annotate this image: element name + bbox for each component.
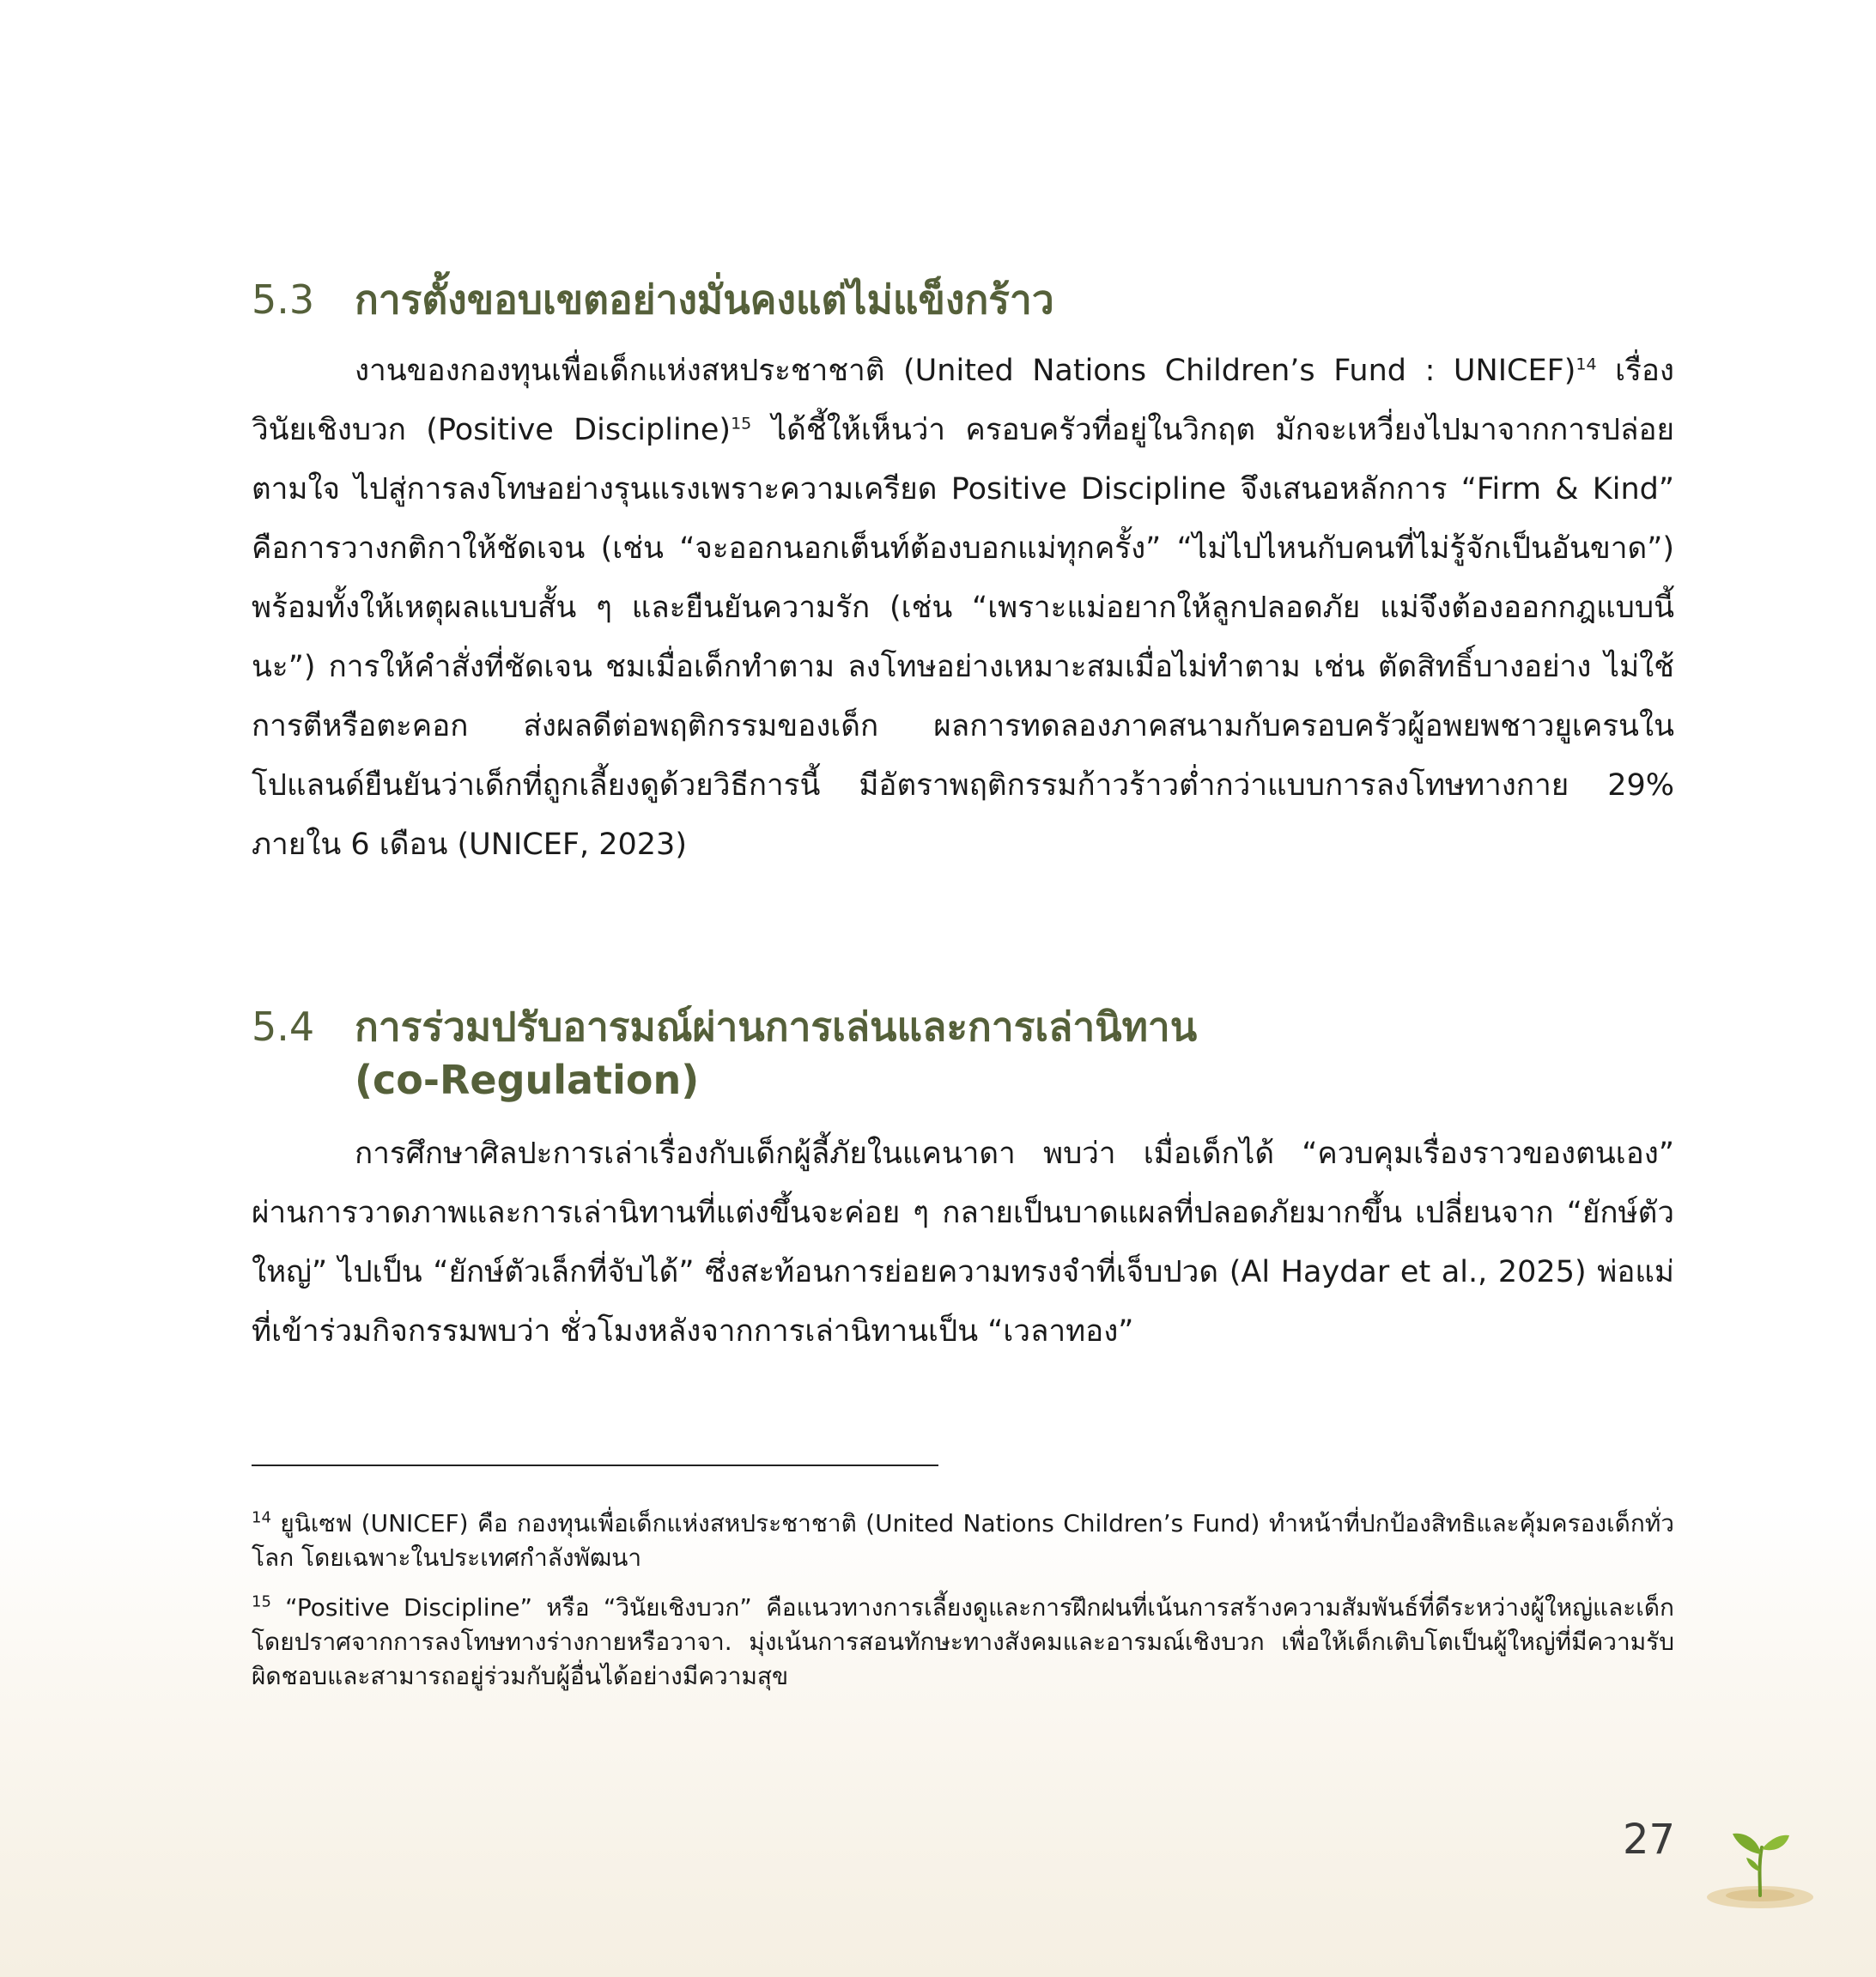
section-title: การร่วมปรับอารมณ์ผ่านการเล่นและการเล่านิทาน — [355, 1004, 1198, 1050]
section-5-4-paragraph — [252, 1125, 1674, 1361]
section-number: 5.4 — [252, 1004, 315, 1050]
footnote-number: 14 — [252, 1508, 271, 1527]
footnote-text: ยูนิเซฟ (UNICEF) คือ กองทุนเพื่อเด็กแห่งสหประชาชาติ (United Nations Children’s Fund) ทำหน้าที่ปกป้องสิทธิและคุ้มครองเด็กทั่วโลก โดยเฉพาะในประเทศกำลังพัฒนา — [252, 1509, 1674, 1572]
sprout-icon — [1700, 1811, 1820, 1914]
page-number: 27 — [1623, 1816, 1676, 1864]
footnote-ref-14: 14 — [1575, 355, 1597, 374]
paragraph-text: การศึกษาศิลปะการเล่าเรื่องกับเด็กผู้ลี้ภัยในแคนาดา พบว่า เมื่อเด็กได้ “ควบคุมเรื่องราวของตนเอง” ผ่านการวาดภาพและการเล่านิทานที่แต่งขึ้นจะค่อย ๆ กลายเป็นบาดแผลที่ปลอดภัยมากขึ้น เปลี่ยนจาก “ยักษ์ตัวใหญ่” ไปเป็น “ยักษ์ตัวเล็กที่จับได้” ซึ่งสะท้อนการย่อยความทรงจำที่เจ็บปวด (Al Haydar et al., 2025) พ่อแม่ที่เข้าร่วมกิจกรรมพบว่า ชั่วโมงหลังจากการเล่านิทานเป็น “เวลาทอง” — [252, 1137, 1674, 1349]
section-heading-5-3 — [252, 273, 1054, 326]
section-number: 5.3 — [252, 276, 315, 323]
footnote-15 — [252, 1591, 1674, 1694]
paragraph-text: เรื่อง วินัยเชิงบวก (Positive Discipline) — [252, 354, 1675, 447]
paragraph-text: งานของกองทุนเพื่อเด็กแห่งสหประชาชาติ (United Nations Children’s Fund : UNICEF) — [355, 354, 1576, 388]
section-subtitle: (co-Regulation) — [355, 1057, 700, 1103]
footnote-14 — [252, 1507, 1674, 1575]
section-heading-5-4 — [252, 1000, 1197, 1107]
footnote-divider — [252, 1465, 938, 1466]
section-title: การตั้งขอบเขตอย่างมั่นคงแต่ไม่แข็งกร้าว — [355, 276, 1054, 323]
section-5-3-paragraph — [252, 342, 1674, 875]
footnote-number: 15 — [252, 1592, 271, 1611]
footnote-text: “Positive Discipline” หรือ “วินัยเชิงบวก” คือแนวทางการเลี้ยงดูและการฝึกฝนที่เน้นการสร้างความสัมพันธ์ที่ดีระหว่างผู้ใหญ่และเด็ก โดยปราศจากการลงโทษทางร่างกายหรือวาจา. มุ่งเน้นการสอนทักษะทางสังคมและอารมณ์เชิงบวก เพื่อให้เด็กเติบโตเป็นผู้ใหญ่ที่มีความรับผิดชอบและสามารถอยู่ร่วมกับผู้อื่นได้อย่างมีความสุข — [252, 1593, 1674, 1690]
paragraph-text: ได้ชี้ให้เห็นว่า ครอบครัวที่อยู่ในวิกฤต มักจะเหวี่ยงไปมาจากการปล่อยตามใจ ไปสู่การลงโทษอย่างรุนแรงเพราะความเครียด Positive Discipline จึงเสนอหลักการ “Firm & Kind” คือการวางกติกาให้ชัดเจน (เช่น “จะออกนอกเต็นท์ต้องบอกแม่ทุกครั้ง” “ไม่ไปไหนกับคนที่ไม่รู้จักเป็นอันขาด”) พร้อมทั้งให้เหตุผลแบบสั้น ๆ และยืนยันความรัก (เช่น “เพราะแม่อยากให้ลูกปลอดภัย แม่จึงต้องออกกฎแบบนี้นะ”) การให้คำสั่งที่ชัดเจน ชมเมื่อเด็กทำตาม ลงโทษอย่างเหมาะสมเมื่อไม่ทำตาม เช่น ตัดสิทธิ์บางอย่าง ไม่ใช้การตีหรือตะคอก ส่งผลดีต่อพฤติกรรมของเด็ก ผลการทดลองภาคสนามกับครอบครัวผู้อพยพชาวยูเครนในโปแลนด์ยืนยันว่าเด็กที่ถูกเลี้ยงดูด้วยวิธีการนี้ มีอัตราพฤติกรรมก้าวร้าวต่ำกว่าแบบการลงโทษทางกาย 29% ภายใน 6 เดือน (UNICEF, 2023) — [252, 413, 1674, 862]
footnote-ref-15: 15 — [731, 414, 752, 434]
